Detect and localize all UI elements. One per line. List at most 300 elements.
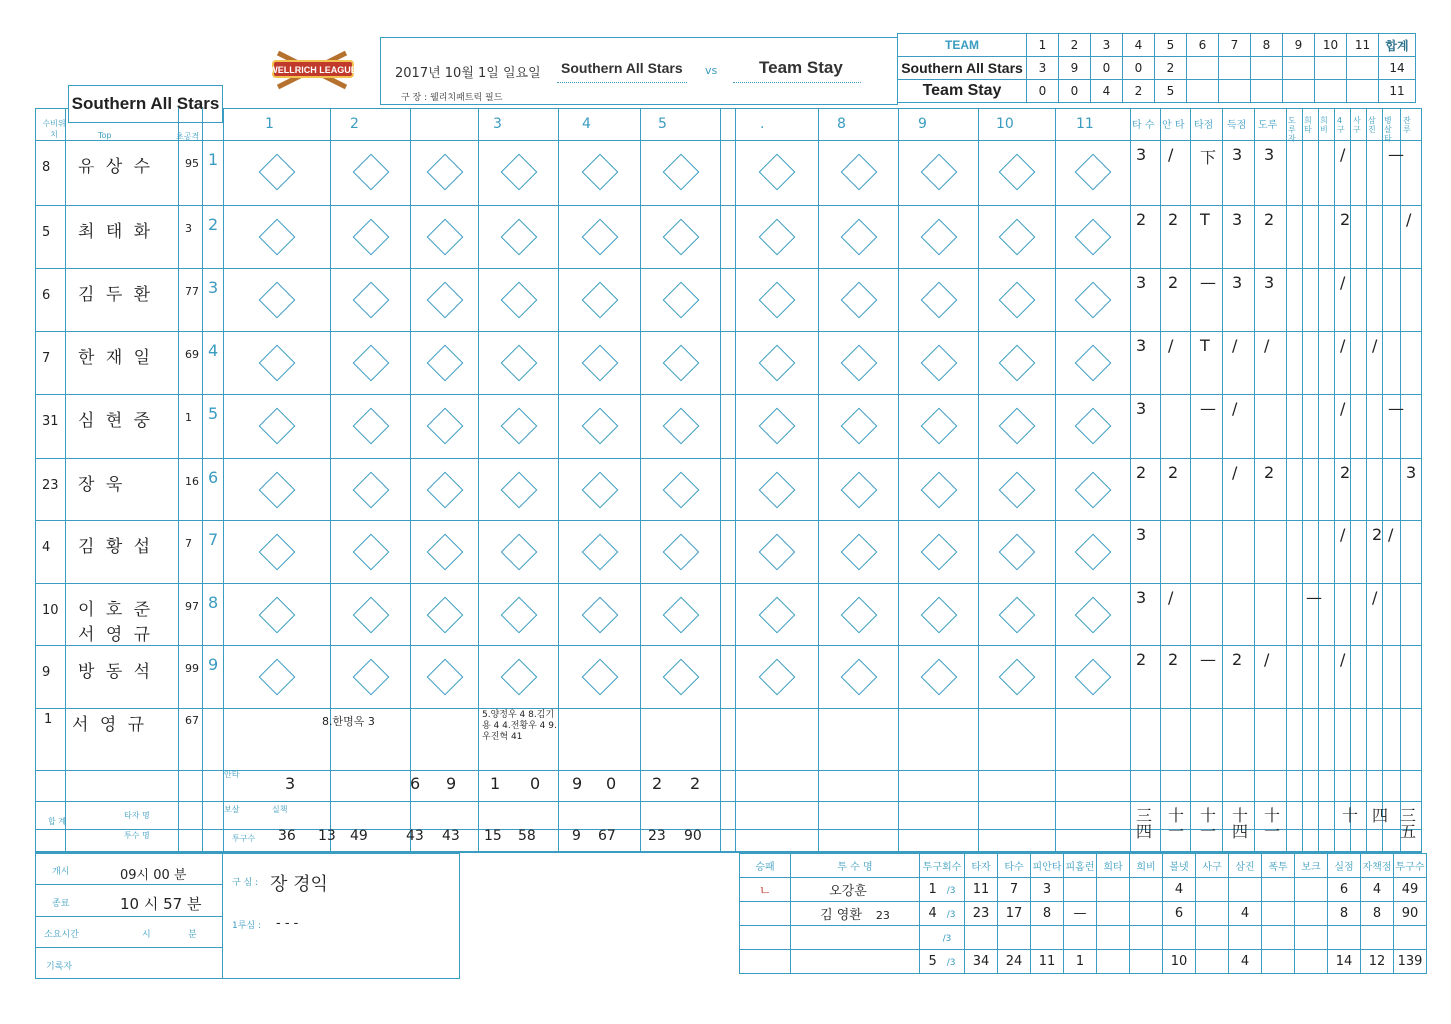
pitching-header: 투 수 명	[791, 854, 920, 878]
divider	[222, 853, 223, 979]
inning-runs: 4	[1091, 80, 1123, 103]
pitcher-name: 서 영 규	[72, 715, 148, 735]
row-line	[35, 770, 1422, 771]
pitching-cell	[1295, 950, 1328, 974]
column-line	[178, 108, 179, 852]
pitching-cell	[1130, 878, 1163, 902]
stat-header: 사구	[1353, 116, 1361, 134]
player-stat: 3	[1136, 273, 1147, 292]
inning-runs: 0	[1027, 80, 1059, 103]
column-line	[1334, 108, 1335, 852]
outs-fraction: /3	[946, 886, 956, 896]
pitching-cell	[791, 902, 920, 926]
pitching-cell	[1295, 902, 1328, 926]
player-stat: 3	[1136, 588, 1147, 607]
batting-total: 十一	[1264, 806, 1281, 841]
pitching-cell	[1130, 902, 1163, 926]
pitching-header: 승패	[740, 854, 791, 878]
inning-runs	[1315, 57, 1347, 80]
totals-pitcher-label: 투수 명	[124, 831, 150, 840]
column-line	[1055, 108, 1056, 852]
pitching-header: 삼진	[1229, 854, 1262, 878]
pitching-cell	[791, 950, 920, 974]
inning-runs	[1283, 57, 1315, 80]
inning-runs: 0	[1059, 80, 1091, 103]
vs-label: vs	[705, 64, 718, 77]
pitching-cell	[965, 926, 998, 950]
pitching-cell: 12	[1361, 950, 1394, 974]
stat-header: 타 수	[1132, 120, 1155, 131]
column-line	[410, 108, 411, 852]
row-line	[35, 268, 1422, 269]
pitch-count: 43	[406, 828, 424, 844]
batting-order: 1	[208, 150, 219, 169]
substitution-note-2: 5.양정우 4 8.김기용 4 4.전황우 4 9.우진혁 41	[482, 710, 557, 742]
inning-runs: 3	[1027, 57, 1059, 80]
inning-hits: 0	[530, 774, 541, 793]
player-stat: 3	[1232, 210, 1243, 229]
pitching-cell: 34	[965, 950, 998, 974]
pitching-cell	[1196, 950, 1229, 974]
inning-runs	[1187, 80, 1219, 103]
innings-pitched: 4	[928, 906, 937, 921]
totals-label: 합 계	[48, 817, 66, 826]
pitch-count: 9	[572, 828, 581, 844]
player-stat: T	[1200, 210, 1210, 229]
divider	[35, 916, 222, 917]
pitch-count: 58	[518, 828, 536, 844]
pitching-row	[740, 902, 1427, 926]
batting-total: 十	[1342, 806, 1359, 825]
player-position: 8	[42, 160, 51, 175]
pitching-cell	[740, 902, 791, 926]
batting-order: 8	[208, 593, 219, 612]
player-stat: /	[1340, 399, 1346, 418]
pitching-cell	[1196, 926, 1229, 950]
player-name: 심 현 중	[78, 411, 154, 431]
stat-header: 타점	[1194, 120, 1214, 131]
player-stat: 3	[1264, 273, 1275, 292]
scorecard-team-label: Southern All Stars	[68, 85, 223, 123]
player-stat: —	[1306, 588, 1322, 607]
umpire-label: 구 심 :	[232, 878, 259, 888]
pitching-cell	[920, 950, 965, 974]
stat-header: 도루자	[1288, 116, 1296, 143]
batting-total: 三四	[1136, 806, 1153, 841]
inning-hits: 9	[572, 774, 583, 793]
player-stat: /	[1406, 210, 1412, 229]
inning-header: 7	[1219, 34, 1251, 57]
player-stat: 2	[1136, 463, 1147, 482]
player-stat: —	[1200, 650, 1216, 669]
inning-runs	[1219, 57, 1251, 80]
player-name: 김 황 섭	[78, 537, 154, 557]
away-team-name: Team Stay	[759, 58, 843, 77]
first-attack-header: 초공격	[176, 132, 200, 141]
pitching-cell	[1130, 950, 1163, 974]
pitching-cell	[1328, 926, 1361, 950]
row-line	[35, 205, 1422, 206]
stat-header: 병살타	[1384, 116, 1392, 143]
pitching-cell: 11	[965, 878, 998, 902]
inning-header: 6	[1187, 34, 1219, 57]
inning-header: 10	[996, 116, 1014, 132]
player-stat: /	[1168, 336, 1174, 355]
player-stat: 2	[1168, 273, 1179, 292]
pitch-count: 90	[684, 828, 702, 844]
player-name: 김 두 환	[78, 285, 154, 305]
pitching-cell	[1163, 926, 1196, 950]
first-base-umpire-value: - - -	[276, 916, 299, 931]
column-line	[720, 108, 721, 852]
inning-hits: 1	[490, 774, 501, 793]
column-line	[1366, 108, 1367, 852]
home-team-name: Southern All Stars	[561, 60, 683, 76]
player-stat: /	[1340, 650, 1346, 669]
innings-pitched: 1	[928, 882, 937, 897]
batting-order: 3	[208, 278, 219, 297]
pitching-header: 희타	[1097, 854, 1130, 878]
stat-header: 4구	[1337, 116, 1345, 134]
player-number: 95	[185, 157, 199, 170]
player-stat: 2	[1168, 210, 1179, 229]
pitcher-position: 1	[44, 712, 53, 727]
player-stat: 3	[1136, 336, 1147, 355]
stat-header: 득점	[1227, 120, 1247, 131]
column-line	[1222, 108, 1223, 852]
venue-label: 구 장 : 웰리치패트릭 필드	[401, 93, 503, 103]
inning-header: 9	[918, 116, 927, 132]
scorecard-grid	[35, 108, 1422, 852]
column-line	[202, 108, 203, 852]
inning-header: 4	[582, 116, 591, 132]
player-name: 방 동 석	[78, 662, 154, 682]
game-date: 2017년 10월 1일 일요일	[395, 66, 541, 81]
inning-header: 11	[1076, 116, 1094, 132]
row-line	[35, 394, 1422, 395]
batting-total: 十四	[1232, 806, 1249, 841]
column-line	[478, 108, 479, 852]
player-stat: 3	[1406, 463, 1417, 482]
outs-fraction: /3	[946, 958, 956, 968]
pitching-cell: 14	[1328, 950, 1361, 974]
pitching-cell	[1097, 950, 1130, 974]
player-stat: —	[1388, 145, 1404, 164]
player-stat: T	[1200, 336, 1210, 355]
player-position: 5	[42, 225, 51, 240]
pitching-cell	[1394, 926, 1427, 950]
player-stat: 3	[1232, 273, 1243, 292]
pitching-header: 타수	[998, 854, 1031, 878]
pitching-cell	[998, 926, 1031, 950]
player-number: 1	[185, 411, 192, 424]
inning-runs	[1347, 57, 1379, 80]
inning-header: 2	[350, 116, 359, 132]
league-logo	[268, 45, 358, 95]
player-stat: 2	[1264, 210, 1275, 229]
player-stat: —	[1388, 399, 1404, 418]
inning-header: 1	[265, 116, 274, 132]
player-stat: 3	[1136, 525, 1147, 544]
column-line	[1160, 108, 1161, 852]
team-header: TEAM	[898, 34, 1027, 57]
column-line	[1130, 108, 1131, 852]
pitching-cell	[791, 878, 920, 902]
player-stat: /	[1372, 336, 1378, 355]
column-line	[1318, 108, 1319, 852]
line-score-team: Team Stay	[898, 80, 1027, 103]
line-score-team: Southern All Stars	[898, 57, 1027, 80]
assists-row-label: 보살	[224, 805, 240, 814]
logo-text: WELLRICH LEAGUE	[269, 65, 357, 75]
column-line	[1302, 108, 1303, 852]
pitching-cell	[920, 878, 965, 902]
player-stat: /	[1168, 145, 1174, 164]
player-stat: 2	[1136, 210, 1147, 229]
inning-header: 8	[1251, 34, 1283, 57]
column-line	[735, 108, 736, 852]
inning-runs	[1187, 57, 1219, 80]
pitching-header: 자책점	[1361, 854, 1394, 878]
stat-header: 희비	[1320, 116, 1328, 134]
start-label: 개시	[52, 867, 70, 877]
end-label: 종료	[52, 899, 70, 909]
duration-label: 소요시간	[44, 930, 79, 940]
row-line	[35, 520, 1422, 521]
pitching-cell	[1196, 878, 1229, 902]
top-col-header: Top	[98, 131, 112, 140]
pitcher-row-name: 김 영환	[820, 908, 862, 923]
player-number: 16	[185, 475, 199, 488]
inning-runs: 2	[1155, 57, 1187, 80]
pitcher-number: 67	[185, 714, 199, 727]
player-name: 최 태 화	[78, 222, 154, 242]
divider	[35, 947, 222, 948]
player-number: 97	[185, 600, 199, 613]
inning-header: 1	[1027, 34, 1059, 57]
column-line	[330, 108, 331, 852]
player-stat: /	[1340, 525, 1346, 544]
divider	[35, 884, 222, 885]
pitching-cell	[740, 926, 791, 950]
player-stat: /	[1232, 336, 1238, 355]
team-total: 11	[1379, 80, 1416, 103]
pitch-count: 15	[484, 828, 502, 844]
inning-header: 3	[493, 116, 502, 132]
player-position: 31	[42, 414, 59, 429]
batting-order: 2	[208, 215, 219, 234]
player-stat: /	[1340, 145, 1346, 164]
pitch-count: 36	[278, 828, 296, 844]
team-total: 14	[1379, 57, 1416, 80]
inning-runs: 9	[1059, 57, 1091, 80]
pitching-cell: ㄴ	[740, 878, 791, 902]
inning-runs: 5	[1155, 80, 1187, 103]
inning-runs	[1315, 80, 1347, 103]
pitching-cell	[1031, 926, 1064, 950]
pitching-cell	[1130, 926, 1163, 950]
pitch-count: 49	[350, 828, 368, 844]
column-line	[1286, 108, 1287, 852]
pitching-header: 피안타	[1031, 854, 1064, 878]
pitching-header: 투구회수	[920, 854, 965, 878]
pitch-count: 67	[598, 828, 616, 844]
column-line	[898, 108, 899, 852]
pitching-cell: 90	[1394, 902, 1427, 926]
player-stat: 3	[1136, 399, 1147, 418]
column-line	[223, 108, 224, 852]
totals-batter-label: 타자 명	[124, 811, 150, 820]
player-number: 3	[185, 222, 192, 235]
pitching-cell	[1097, 926, 1130, 950]
pitching-cell	[1262, 950, 1295, 974]
pitching-cell: —	[1064, 902, 1097, 926]
stat-header: 삼진	[1368, 116, 1376, 134]
inning-hits: 0	[606, 774, 617, 793]
divider	[733, 82, 861, 83]
pitching-cell	[1262, 878, 1295, 902]
player-stat: 3	[1136, 145, 1147, 164]
batting-order: 6	[208, 468, 219, 487]
player-stat: 下	[1200, 148, 1217, 167]
pitching-cell	[1097, 878, 1130, 902]
batting-total: 十一	[1200, 806, 1217, 841]
inning-hits: 3	[285, 774, 296, 793]
row-line	[35, 458, 1422, 459]
stat-header: 희타	[1304, 116, 1312, 134]
pitching-cell	[740, 950, 791, 974]
row-line	[35, 708, 1422, 709]
pitching-row	[740, 926, 1427, 950]
player-name: 장 욱	[78, 475, 126, 495]
divider	[557, 82, 687, 83]
pitching-cell	[1229, 926, 1262, 950]
pitching-cell: 4	[1229, 902, 1262, 926]
player-position: 7	[42, 351, 51, 366]
player-stat: 2	[1372, 525, 1383, 544]
pitching-cell: 1	[1064, 950, 1097, 974]
inning-runs: 0	[1091, 57, 1123, 80]
pitching-cell	[1097, 902, 1130, 926]
recorder-label: 기록자	[46, 962, 73, 972]
pitching-header: 타자	[965, 854, 998, 878]
batting-order: 4	[208, 341, 219, 360]
pitching-cell	[1262, 926, 1295, 950]
outs-fraction: /3	[946, 910, 956, 920]
inning-hits: 6	[410, 774, 421, 793]
total-header: 합계	[1379, 34, 1416, 57]
inning-header: 5	[1155, 34, 1187, 57]
pitch-count: 13	[318, 828, 336, 844]
player-stat: /	[1340, 336, 1346, 355]
stat-header: 안 타	[1162, 120, 1185, 131]
player-number: 77	[185, 285, 199, 298]
pitching-cell: 8	[1361, 902, 1394, 926]
player-stat: /	[1232, 463, 1238, 482]
inning-header: 3	[1091, 34, 1123, 57]
position-col-header: 수비위치	[42, 119, 66, 139]
player-name: 유 상 수	[78, 157, 154, 177]
inning-runs	[1251, 80, 1283, 103]
column-line	[1400, 108, 1401, 852]
pitcher-row-number: 23	[875, 909, 890, 922]
pitches-row-label: 투구수	[232, 834, 256, 843]
pitching-cell: 11	[1031, 950, 1064, 974]
player-stat: 2	[1232, 650, 1243, 669]
pitching-cell: 10	[1163, 950, 1196, 974]
player-position: 9	[42, 665, 51, 680]
pitching-cell: 49	[1394, 878, 1427, 902]
pitching-cell	[1295, 926, 1328, 950]
pitching-cell	[791, 926, 920, 950]
player-stat: 2	[1264, 463, 1275, 482]
player-name: 한 재 일	[78, 348, 154, 368]
pitching-table	[739, 853, 1427, 974]
pitching-cell	[1262, 902, 1295, 926]
pitching-header: 희비	[1130, 854, 1163, 878]
row-line	[35, 331, 1422, 332]
line-score-row	[898, 80, 1416, 103]
pitching-header: 폭투	[1262, 854, 1295, 878]
batting-total: 十一	[1168, 806, 1185, 841]
pitching-header: 실점	[1328, 854, 1361, 878]
player-number: 99	[185, 662, 199, 675]
player-name: 이 호 준	[78, 600, 154, 620]
player-position: 10	[42, 603, 59, 618]
pitching-row	[740, 950, 1427, 974]
player-number: 69	[185, 348, 199, 361]
innings-pitched: 5	[928, 954, 937, 969]
row-line	[35, 801, 1422, 802]
inning-runs: 0	[1123, 57, 1155, 80]
pitching-cell: 4	[1361, 878, 1394, 902]
inning-runs	[1251, 57, 1283, 80]
pitching-cell	[1196, 902, 1229, 926]
column-line	[1254, 108, 1255, 852]
outs-fraction: /3	[942, 934, 952, 944]
pitching-cell	[920, 902, 965, 926]
player-number: 7	[185, 537, 192, 550]
column-line	[1382, 108, 1383, 852]
inning-header: 9	[1283, 34, 1315, 57]
pitching-cell	[1361, 926, 1394, 950]
pitching-cell: 4	[1229, 950, 1262, 974]
batting-total: 三五	[1400, 806, 1417, 841]
pitch-count: 23	[648, 828, 666, 844]
player-position: 23	[42, 478, 59, 493]
player-stat: /	[1264, 650, 1270, 669]
inning-runs	[1219, 80, 1251, 103]
player-stat: 2	[1136, 650, 1147, 669]
line-score-table	[897, 33, 1416, 103]
pitching-cell	[1064, 926, 1097, 950]
stat-header: 도루	[1258, 120, 1278, 131]
column-line	[1190, 108, 1191, 852]
column-line	[640, 108, 641, 852]
pitching-cell	[1064, 878, 1097, 902]
inning-header: 5	[658, 116, 667, 132]
column-line	[65, 108, 66, 852]
pitching-cell: 8	[1031, 902, 1064, 926]
pitching-cell	[1229, 878, 1262, 902]
inning-hits: 9	[446, 774, 457, 793]
first-base-umpire-label: 1루심 :	[232, 921, 262, 931]
inning-header: 8	[837, 116, 846, 132]
pitching-cell: 23	[965, 902, 998, 926]
row-line	[35, 645, 1422, 646]
pitching-cell: 8	[1328, 902, 1361, 926]
pitching-cell: 6	[1328, 878, 1361, 902]
